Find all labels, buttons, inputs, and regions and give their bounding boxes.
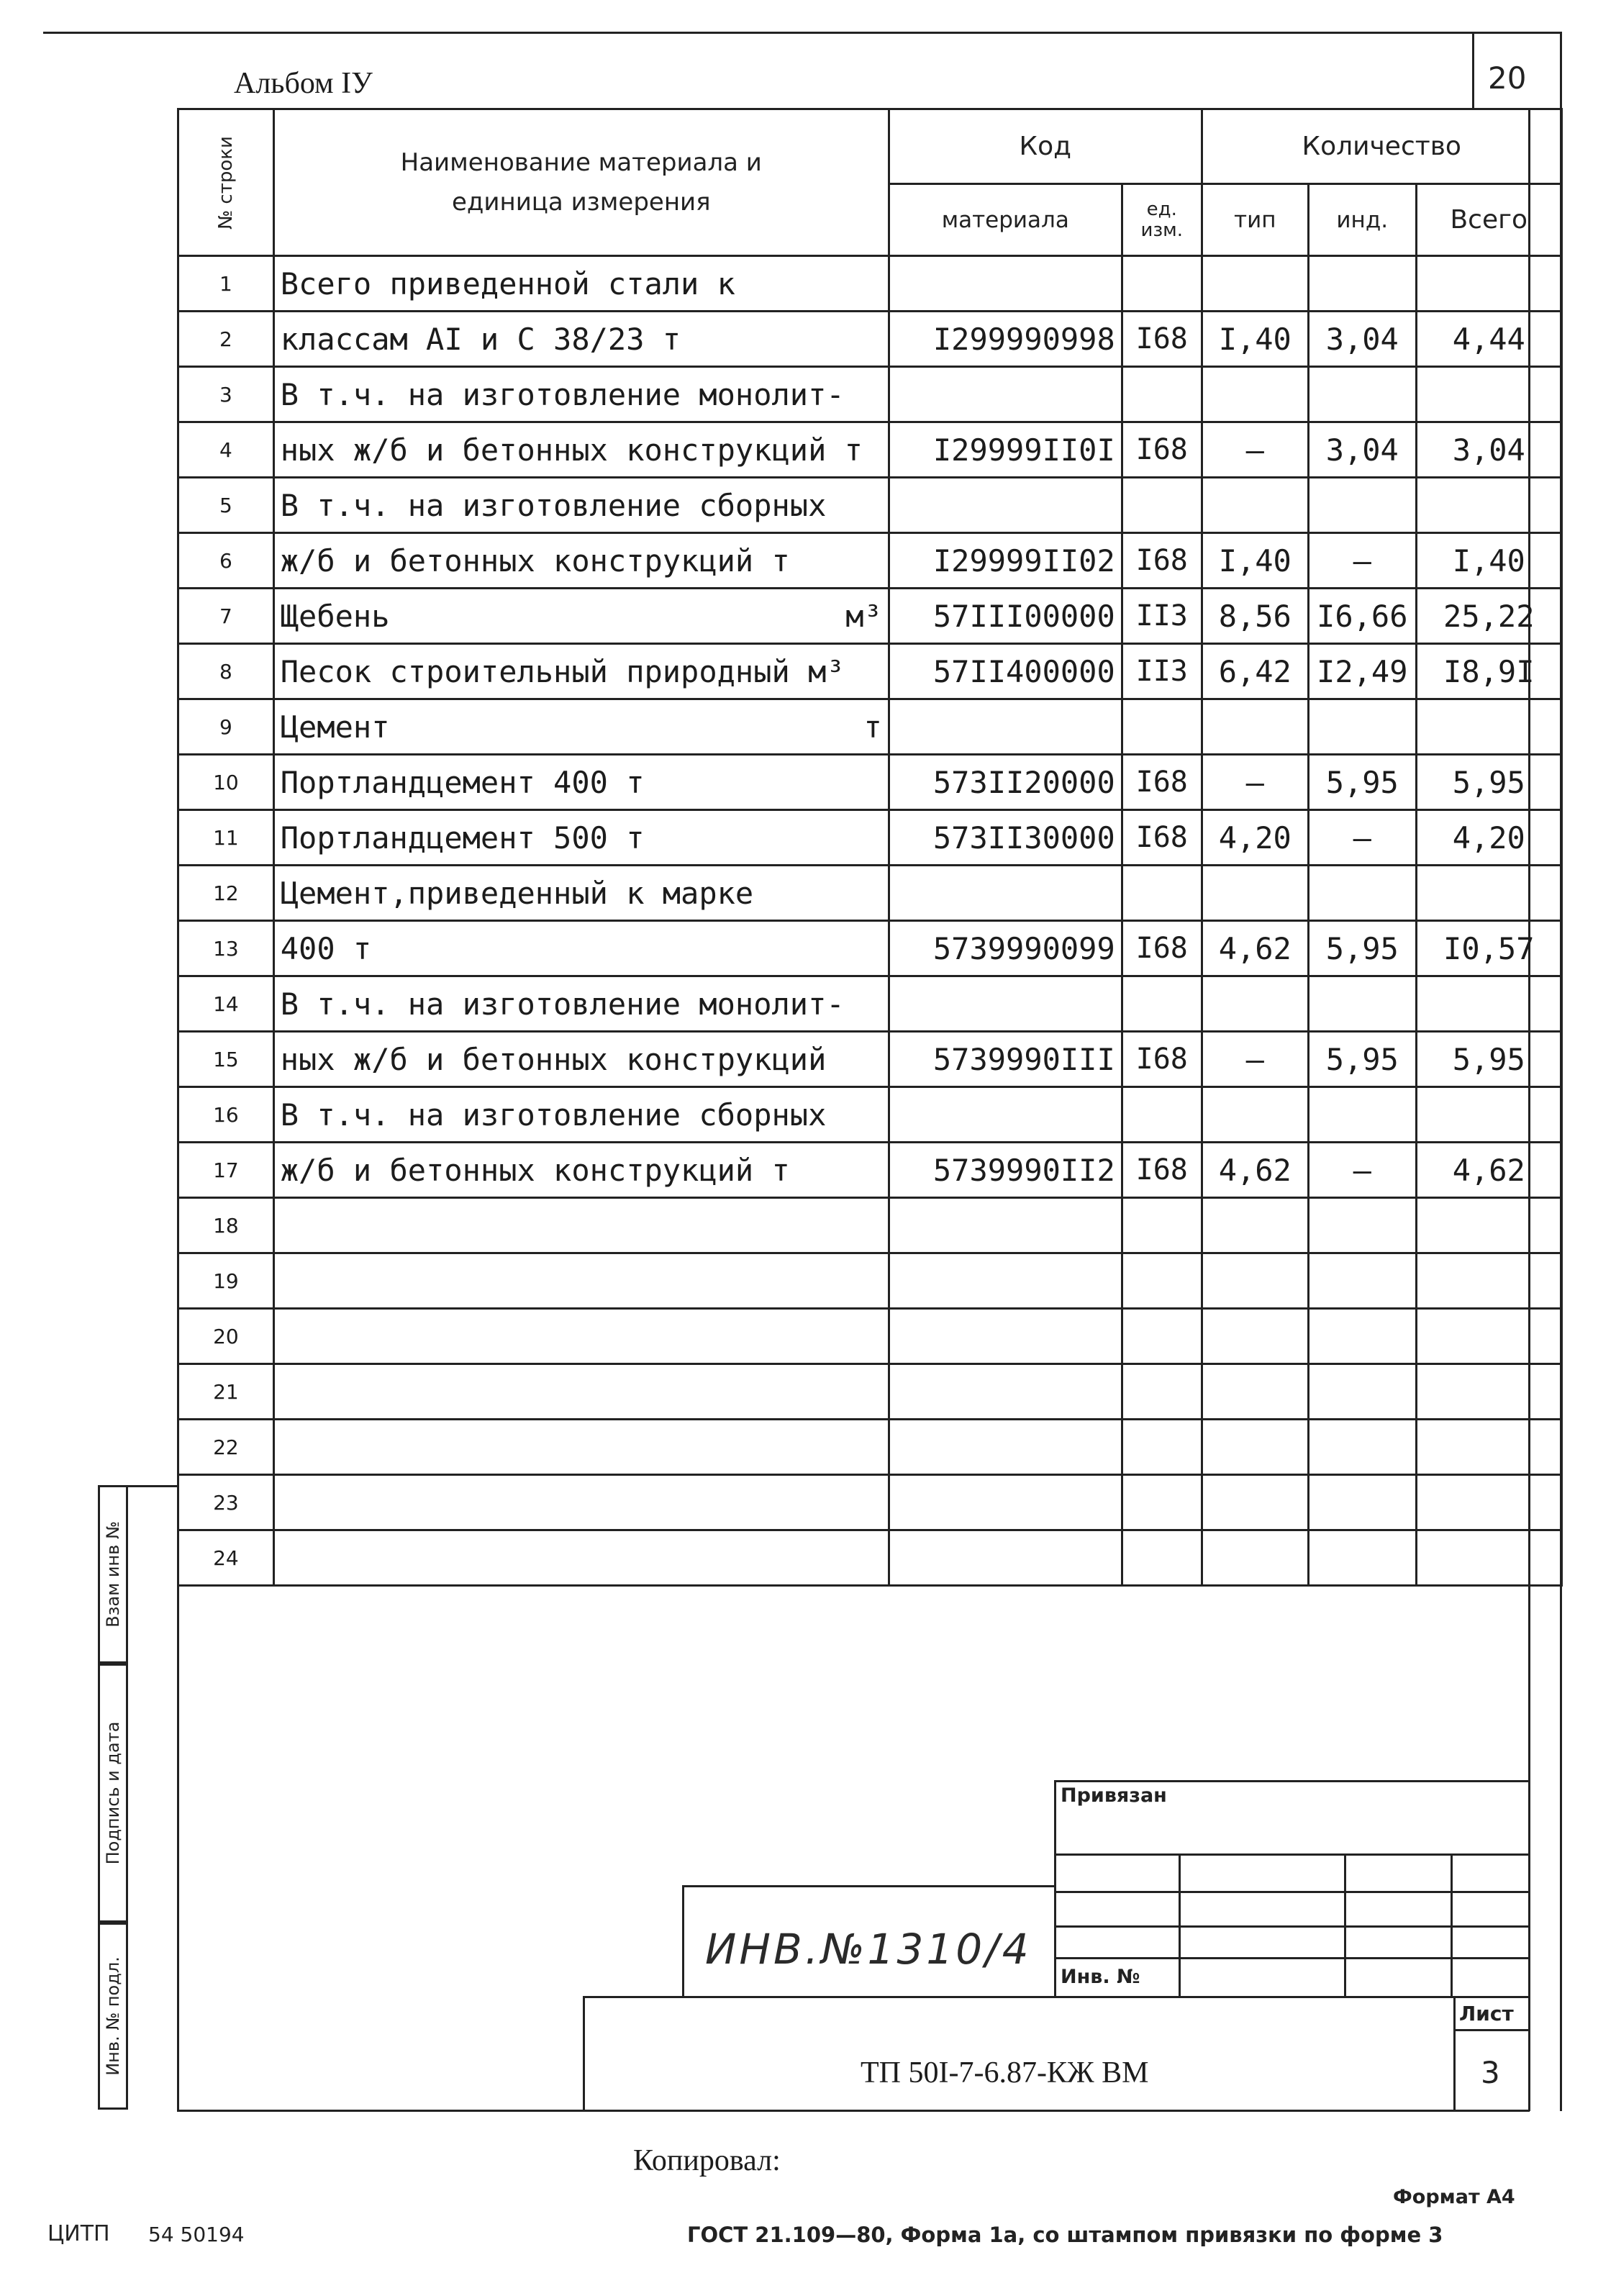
row-code — [889, 1253, 1122, 1309]
linked-vline-3 — [1451, 1853, 1453, 1997]
row-qty-total — [1416, 1309, 1561, 1364]
row-unit: I68 — [1122, 422, 1202, 478]
row-qty-ind: 5,95 — [1308, 1032, 1416, 1087]
row-name — [273, 1364, 889, 1420]
row-number: 23 — [178, 1475, 274, 1530]
row-qty-ind — [1308, 1420, 1416, 1475]
header-qty — [1202, 109, 1561, 184]
table-row — [178, 422, 1562, 478]
row-qty-ind: 3,04 — [1308, 312, 1416, 367]
row-unit: I68 — [1122, 755, 1202, 810]
row-code — [889, 1087, 1122, 1143]
row-name — [273, 644, 889, 699]
row-code: 5739990099 — [889, 921, 1122, 976]
table-row — [178, 644, 1562, 699]
row-name — [273, 1420, 889, 1475]
row-qty-total — [1416, 1420, 1561, 1475]
header-qty-label: Количество — [1302, 132, 1461, 161]
row-code: 573II20000 — [889, 755, 1122, 810]
row-qty-total — [1416, 866, 1561, 921]
row-name-text: Щебень — [280, 598, 390, 634]
row-number: 18 — [178, 1198, 274, 1253]
row-qty-total — [1416, 1087, 1561, 1143]
header-code-label: Код — [1019, 132, 1071, 161]
table-row — [178, 866, 1562, 921]
row-qty-type — [1202, 1309, 1308, 1364]
row-number: 13 — [178, 921, 274, 976]
row-qty-total: I0,57 — [1416, 921, 1561, 976]
frame-top-line — [43, 32, 1561, 34]
materials-table — [177, 108, 1563, 1587]
row-name — [273, 1143, 889, 1198]
row-unit — [1122, 256, 1202, 312]
row-name-unit: м³ — [845, 598, 882, 634]
row-number: 19 — [178, 1253, 274, 1309]
row-name — [273, 312, 889, 367]
row-name-text: ж/б и бетонных конструкций т — [280, 1152, 790, 1188]
row-qty-total: I,40 — [1416, 533, 1561, 589]
row-qty-type: – — [1202, 755, 1308, 810]
row-qty-ind: I6,66 — [1308, 589, 1416, 644]
sheet-label: Лист — [1459, 2002, 1514, 2025]
header-row-number — [178, 109, 274, 256]
row-qty-total — [1416, 976, 1561, 1032]
table-row — [178, 256, 1562, 312]
row-name-text: Песок строительный природный м³ — [280, 653, 845, 689]
row-qty-type: 4,62 — [1202, 921, 1308, 976]
row-code: 573II30000 — [889, 810, 1122, 866]
row-unit: II3 — [1122, 589, 1202, 644]
row-name-text: ных ж/б и бетонных конструкций т — [280, 432, 863, 468]
row-code: 57II400000 — [889, 644, 1122, 699]
table-row — [178, 1420, 1562, 1475]
linked-vline-1 — [1179, 1853, 1181, 1997]
row-qty-type — [1202, 1475, 1308, 1530]
row-unit: I68 — [1122, 1143, 1202, 1198]
header-code-unit: ед. изм. — [1122, 184, 1202, 256]
side-stamp-right-line — [128, 1485, 177, 1487]
row-unit: I68 — [1122, 810, 1202, 866]
row-qty-type — [1202, 1198, 1308, 1253]
row-qty-total — [1416, 1253, 1561, 1309]
table-row — [178, 1143, 1562, 1198]
row-name — [273, 1309, 889, 1364]
album-title: Альбом IУ — [234, 67, 373, 100]
row-name — [273, 589, 889, 644]
side-inv-podl — [98, 1923, 128, 2110]
row-name-unit: т — [863, 709, 882, 745]
row-qty-ind — [1308, 976, 1416, 1032]
row-name-text: Портландцемент 500 т — [280, 820, 645, 856]
row-qty-ind: 5,95 — [1308, 921, 1416, 976]
row-number: 7 — [178, 589, 274, 644]
row-qty-ind — [1308, 1253, 1416, 1309]
header-qty-ind: инд. — [1308, 184, 1416, 256]
row-number: 11 — [178, 810, 274, 866]
linked-vline-2 — [1344, 1853, 1346, 1997]
row-qty-total — [1416, 256, 1561, 312]
row-code — [889, 1198, 1122, 1253]
side-signature-date — [98, 1664, 128, 1923]
row-unit — [1122, 1364, 1202, 1420]
row-qty-ind — [1308, 866, 1416, 921]
header-code-material: материала — [889, 184, 1122, 256]
row-code: 5739990III — [889, 1032, 1122, 1087]
row-code: I299990998 — [889, 312, 1122, 367]
row-name — [273, 699, 889, 755]
row-number: 17 — [178, 1143, 274, 1198]
table-row — [178, 1364, 1562, 1420]
row-qty-ind — [1308, 367, 1416, 422]
row-unit: I68 — [1122, 1032, 1202, 1087]
row-code: 57III00000 — [889, 589, 1122, 644]
row-qty-type — [1202, 1420, 1308, 1475]
row-unit — [1122, 367, 1202, 422]
row-name — [273, 1475, 889, 1530]
row-number: 21 — [178, 1364, 274, 1420]
row-code: I29999II02 — [889, 533, 1122, 589]
row-qty-total: 3,04 — [1416, 422, 1561, 478]
side-vzam-inv-label: Взам инв № — [103, 1521, 123, 1628]
row-qty-ind — [1308, 478, 1416, 533]
linked-line-1 — [1054, 1853, 1529, 1856]
row-number: 4 — [178, 422, 274, 478]
row-unit — [1122, 1253, 1202, 1309]
row-number: 1 — [178, 256, 274, 312]
row-name-text: 400 т — [280, 930, 372, 966]
row-qty-ind: 5,95 — [1308, 755, 1416, 810]
row-name — [273, 1032, 889, 1087]
row-qty-type — [1202, 1364, 1308, 1420]
row-code — [889, 1364, 1122, 1420]
row-qty-total — [1416, 367, 1561, 422]
linked-block — [1054, 1780, 1529, 1996]
row-name-text: ных ж/б и бетонных конструкций — [280, 1041, 827, 1077]
row-qty-type: 8,56 — [1202, 589, 1308, 644]
row-qty-ind — [1308, 256, 1416, 312]
row-qty-type — [1202, 976, 1308, 1032]
row-qty-type: – — [1202, 1032, 1308, 1087]
row-qty-ind — [1308, 699, 1416, 755]
row-code — [889, 976, 1122, 1032]
header-code — [889, 109, 1202, 184]
row-qty-ind: – — [1308, 810, 1416, 866]
linked-line-3 — [1054, 1925, 1529, 1928]
row-number: 22 — [178, 1420, 274, 1475]
table-row — [178, 699, 1562, 755]
table-row — [178, 976, 1562, 1032]
row-name-text: В т.ч. на изготовление монолит- — [280, 986, 845, 1022]
row-qty-type — [1202, 367, 1308, 422]
side-signature-date-label: Подпись и дата — [103, 1721, 123, 1865]
row-qty-ind: – — [1308, 1143, 1416, 1198]
row-name — [273, 976, 889, 1032]
row-code — [889, 1309, 1122, 1364]
row-name — [273, 256, 889, 312]
table-row — [178, 478, 1562, 533]
row-qty-total — [1416, 1475, 1561, 1530]
row-code — [889, 478, 1122, 533]
row-qty-type: 6,42 — [1202, 644, 1308, 699]
row-number: 14 — [178, 976, 274, 1032]
row-qty-type: 4,62 — [1202, 1143, 1308, 1198]
row-qty-ind: I2,49 — [1308, 644, 1416, 699]
row-name — [273, 367, 889, 422]
sheet-number: 20 — [1488, 60, 1527, 96]
row-qty-type: I,40 — [1202, 533, 1308, 589]
row-name-text: Портландцемент 400 т — [280, 764, 645, 800]
row-name — [273, 1253, 889, 1309]
row-name — [273, 422, 889, 478]
row-number: 16 — [178, 1087, 274, 1143]
row-name-text: ж/б и бетонных конструкций т — [280, 543, 790, 578]
table-row — [178, 312, 1562, 367]
row-qty-total: 5,95 — [1416, 755, 1561, 810]
row-unit — [1122, 1420, 1202, 1475]
row-name — [273, 478, 889, 533]
row-name — [273, 866, 889, 921]
row-name-text: Цемент,приведенный к марке — [280, 875, 754, 911]
header-qty-total: Всего — [1416, 184, 1561, 256]
row-qty-total — [1416, 1198, 1561, 1253]
row-qty-type: – — [1202, 422, 1308, 478]
row-unit — [1122, 1475, 1202, 1530]
linked-line-2 — [1054, 1891, 1529, 1893]
row-qty-type — [1202, 1530, 1308, 1586]
row-name — [273, 810, 889, 866]
row-code — [889, 256, 1122, 312]
row-code — [889, 367, 1122, 422]
row-unit — [1122, 1309, 1202, 1364]
table-row — [178, 921, 1562, 976]
table-row — [178, 1530, 1562, 1586]
row-qty-type — [1202, 699, 1308, 755]
row-qty-type — [1202, 1253, 1308, 1309]
row-unit: I68 — [1122, 921, 1202, 976]
row-qty-type: I,40 — [1202, 312, 1308, 367]
side-inv-podl-label: Инв. № подл. — [103, 1956, 123, 2076]
copied-label: Копировал: — [633, 2144, 781, 2177]
row-qty-type — [1202, 866, 1308, 921]
row-name-text: В т.ч. на изготовление сборных — [280, 1097, 827, 1133]
table-row — [178, 367, 1562, 422]
order-label: 54 50194 — [148, 2223, 245, 2246]
row-qty-total — [1416, 699, 1561, 755]
linked-label: Привязан — [1061, 1784, 1167, 1807]
sheet-value: 3 — [1481, 2055, 1500, 2090]
row-code — [889, 1475, 1122, 1530]
format-label: Формат А4 — [1393, 2186, 1515, 2208]
row-qty-ind — [1308, 1198, 1416, 1253]
header-qty-type: тип — [1202, 184, 1308, 256]
row-qty-type — [1202, 1087, 1308, 1143]
table-row — [178, 1032, 1562, 1087]
row-unit — [1122, 1530, 1202, 1586]
row-code — [889, 1530, 1122, 1586]
table-row — [178, 1198, 1562, 1253]
row-unit — [1122, 866, 1202, 921]
table-row — [178, 1309, 1562, 1364]
row-name — [273, 1087, 889, 1143]
row-name — [273, 921, 889, 976]
row-number: 6 — [178, 533, 274, 589]
header-row-number-label: № строки — [214, 135, 237, 230]
row-unit — [1122, 1087, 1202, 1143]
org-label: ЦИТП — [47, 2221, 110, 2246]
row-name-text: Цемент — [280, 709, 390, 745]
row-unit — [1122, 478, 1202, 533]
row-code — [889, 1420, 1122, 1475]
row-qty-total: I8,9I — [1416, 644, 1561, 699]
table-row — [178, 755, 1562, 810]
header-name — [273, 109, 889, 256]
row-unit: I68 — [1122, 533, 1202, 589]
sheet-cell-divider — [1453, 2029, 1530, 2031]
row-unit: I68 — [1122, 312, 1202, 367]
table-row — [178, 1087, 1562, 1143]
row-qty-ind — [1308, 1475, 1416, 1530]
row-code — [889, 866, 1122, 921]
designation-block — [583, 1996, 1530, 2111]
row-qty-total — [1416, 1364, 1561, 1420]
designation: ТП 50I-7-6.87-КЖ ВМ — [861, 2056, 1149, 2089]
row-name-text: В т.ч. на изготовление сборных — [280, 487, 827, 523]
row-qty-ind — [1308, 1530, 1416, 1586]
row-qty-ind — [1308, 1087, 1416, 1143]
row-number: 5 — [178, 478, 274, 533]
row-qty-total — [1416, 1530, 1561, 1586]
row-unit — [1122, 1198, 1202, 1253]
row-number: 15 — [178, 1032, 274, 1087]
row-name-text: Всего приведенной стали к — [280, 266, 735, 301]
row-qty-type — [1202, 478, 1308, 533]
row-number: 3 — [178, 367, 274, 422]
row-qty-type — [1202, 256, 1308, 312]
row-qty-total: 25,22 — [1416, 589, 1561, 644]
row-code: I29999II0I — [889, 422, 1122, 478]
table-row — [178, 1253, 1562, 1309]
table-row — [178, 589, 1562, 644]
row-name — [273, 1530, 889, 1586]
row-name — [273, 755, 889, 810]
table-row — [178, 810, 1562, 866]
table-row — [178, 1475, 1562, 1530]
row-number: 12 — [178, 866, 274, 921]
row-name — [273, 1198, 889, 1253]
row-qty-total: 4,62 — [1416, 1143, 1561, 1198]
row-qty-ind — [1308, 1309, 1416, 1364]
linked-line-4 — [1054, 1957, 1529, 1959]
row-qty-type: 4,20 — [1202, 810, 1308, 866]
row-code: 5739990II2 — [889, 1143, 1122, 1198]
row-number: 8 — [178, 644, 274, 699]
row-number: 9 — [178, 699, 274, 755]
row-number: 24 — [178, 1530, 274, 1586]
row-name-text: классам AI и С 38/23 т — [280, 321, 681, 357]
row-qty-total: 5,95 — [1416, 1032, 1561, 1087]
inv-stamp: ИНВ.№1310/4 — [705, 1925, 1032, 1974]
row-qty-ind: – — [1308, 533, 1416, 589]
side-vzam-inv — [98, 1485, 128, 1664]
gost-label: ГОСТ 21.109—80, Форма 1а, со штампом привязки по форме 3 — [687, 2223, 1443, 2247]
row-unit — [1122, 976, 1202, 1032]
table-row — [178, 533, 1562, 589]
row-unit — [1122, 699, 1202, 755]
row-qty-ind: 3,04 — [1308, 422, 1416, 478]
row-name-text: В т.ч. на изготовление монолит- — [280, 376, 845, 412]
row-qty-ind — [1308, 1364, 1416, 1420]
row-qty-total: 4,44 — [1416, 312, 1561, 367]
header-name-label: Наименование материала и единица измерения — [400, 148, 762, 217]
row-unit: II3 — [1122, 644, 1202, 699]
row-number: 2 — [178, 312, 274, 367]
row-code — [889, 699, 1122, 755]
row-qty-total — [1416, 478, 1561, 533]
row-qty-total: 4,20 — [1416, 810, 1561, 866]
inv-number-label: Инв. № — [1061, 1966, 1140, 1988]
row-number: 10 — [178, 755, 274, 810]
row-name — [273, 533, 889, 589]
row-number: 20 — [178, 1309, 274, 1364]
